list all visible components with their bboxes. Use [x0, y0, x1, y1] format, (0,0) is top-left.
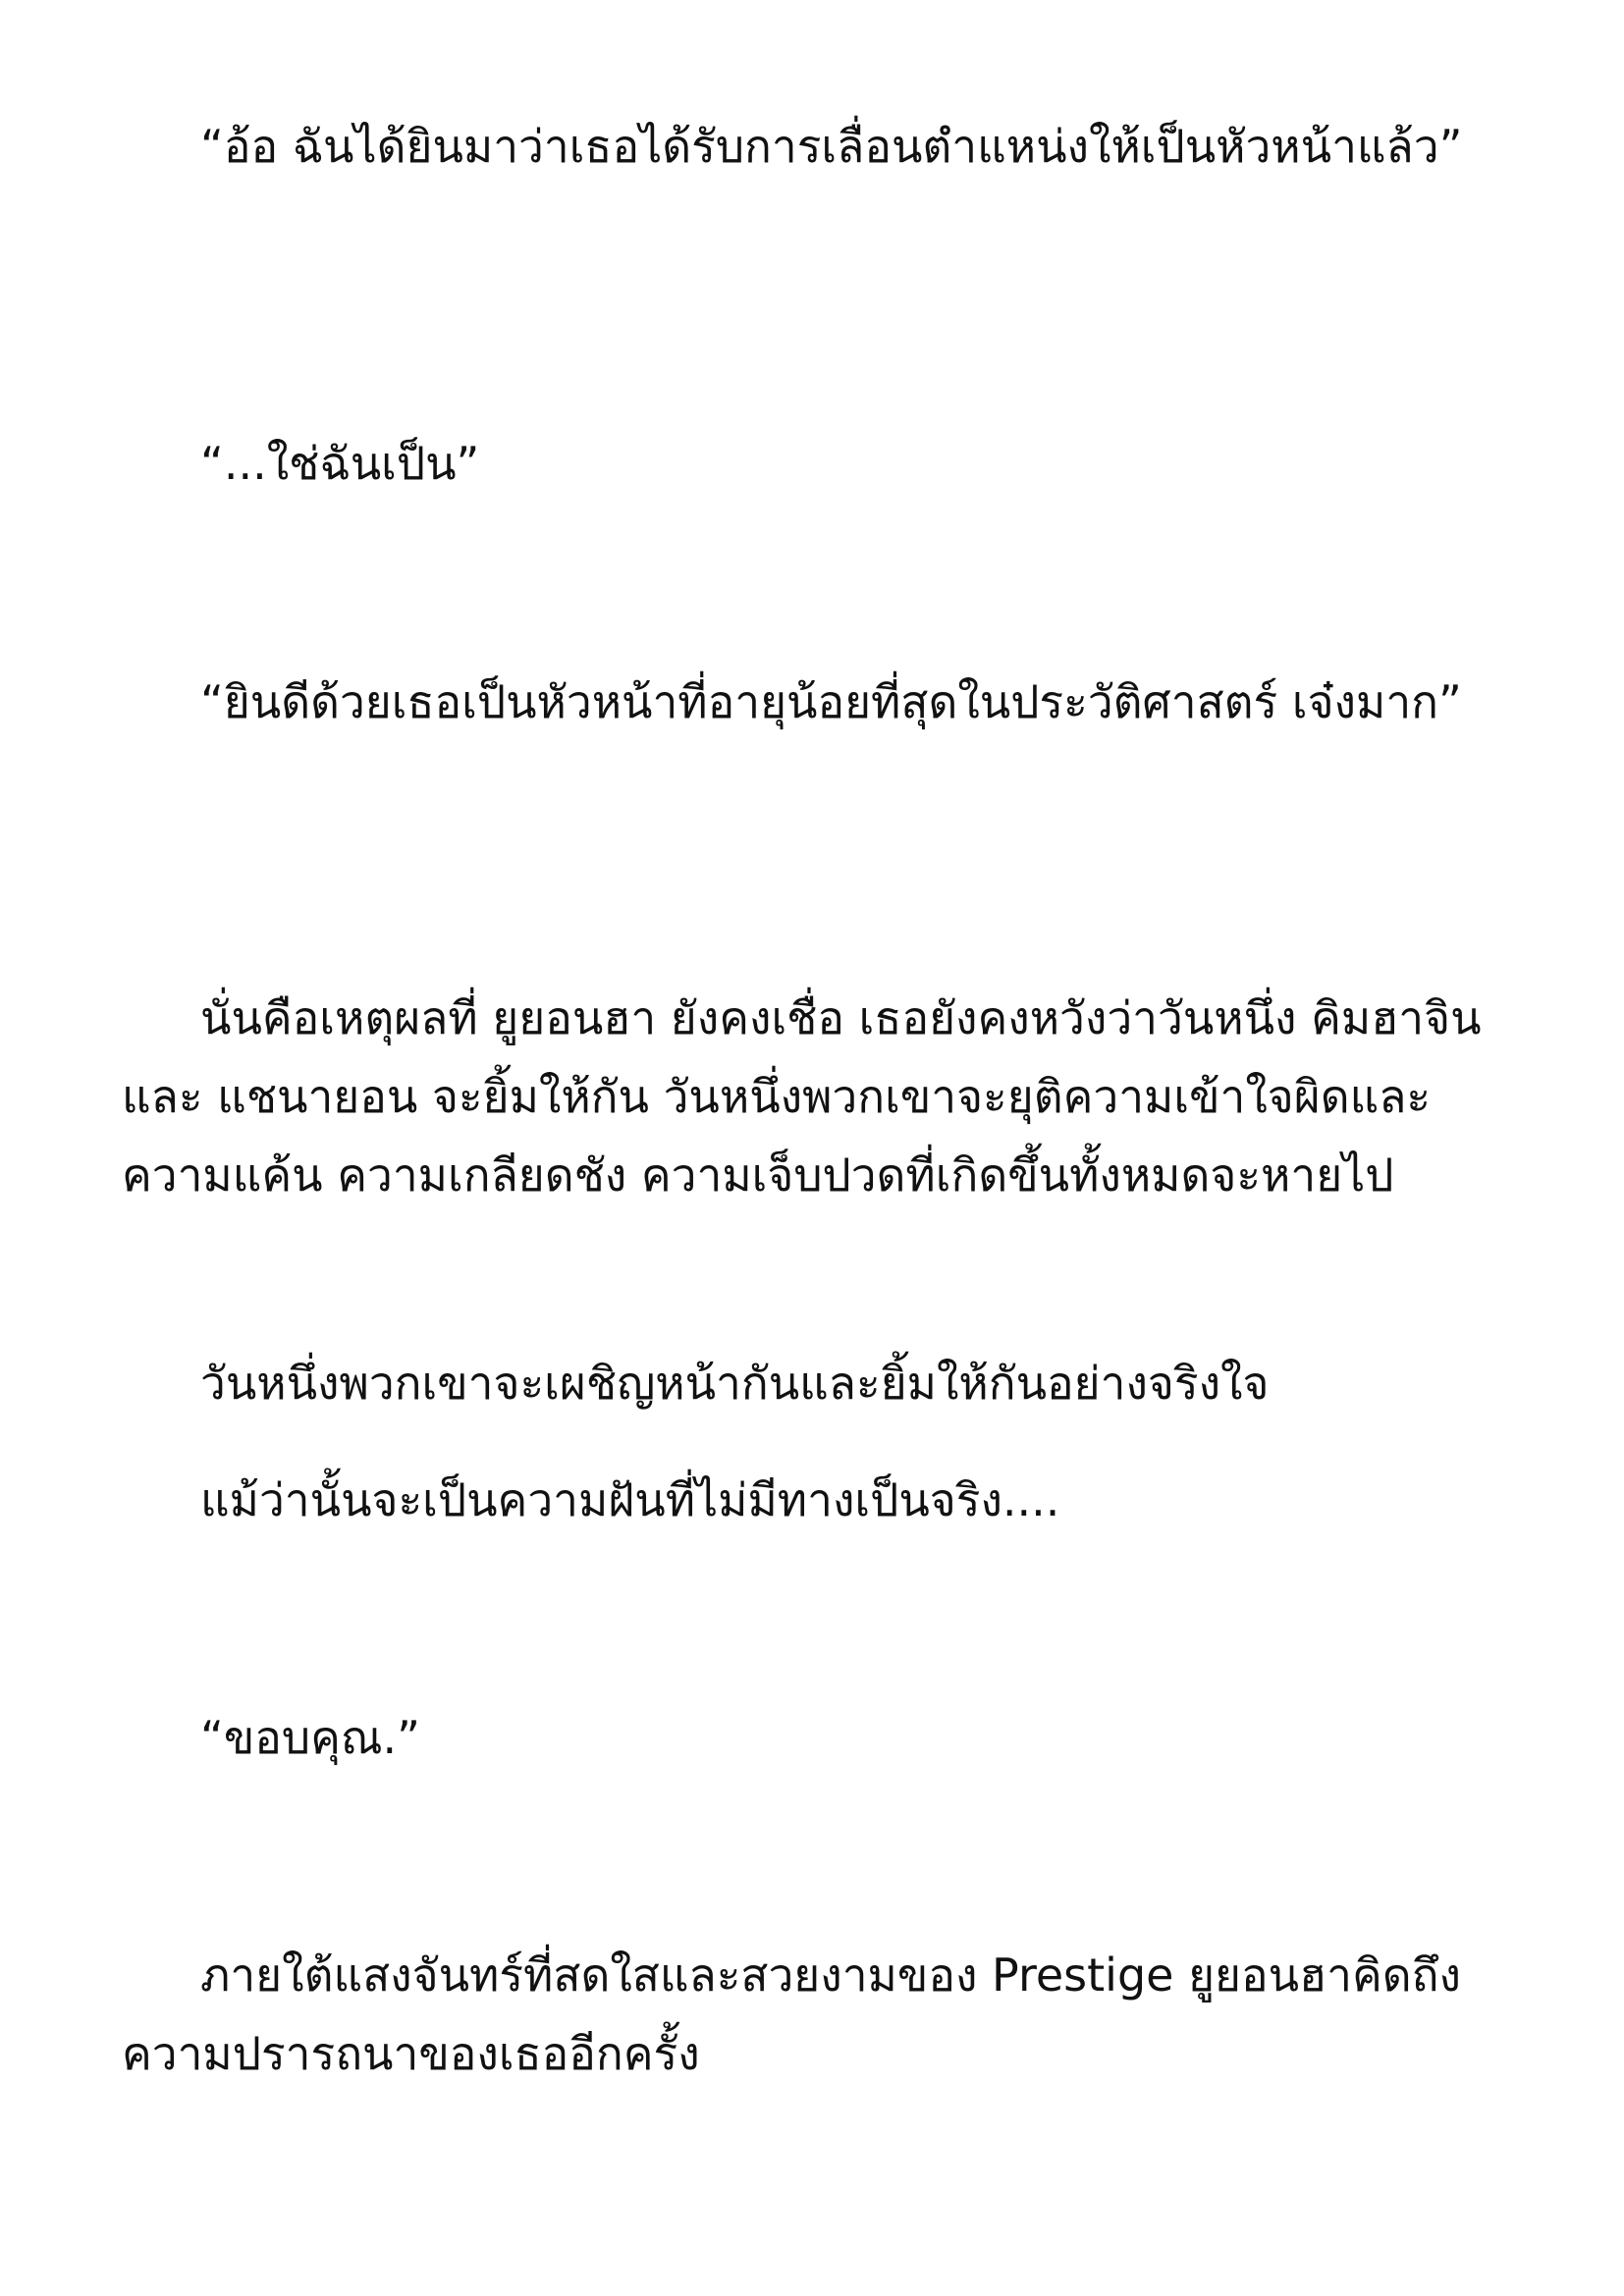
paragraph-2: “...ใช่ฉันเป็น” [200, 437, 480, 490]
paragraph-5: วันหนึ่งพวกเขาจะเผชิญหน้ากันและยิ้มให้กันอย่างจริงใจ [200, 1357, 1270, 1410]
paragraph-4: นั่นคือเหตุผลที่ ยูยอนฮา ยังคงเชื่อ เธอยังคงหวังว่าวันหนึ่ง คิมฮาจิน และ แชนายอน จะยิ้มให้กัน วันหนึ่งพวกเขาจะยุติความเข้าใจผิดและความแค้น ความเกลียดชัง ความเจ็บปวดที่เกิดขึ้นทั้งหมดจะหายไป [122, 991, 1482, 1201]
paragraph-8: ภายใต้แสงจันทร์ที่สดใสและสวยงามของ Prestige ยูยอนฮาคิดถึงความปรารถนาของเธออีกครั้ง [122, 1949, 1461, 2080]
paragraph-1: “อ้อ ฉันได้ยินมาว่าเธอได้รับการเลื่อนตำแหน่งให้เป็นหัวหน้าแล้ว” [200, 120, 1463, 173]
paragraph-6: แม้ว่านั้นจะเป็นความฝันที่ไม่มีทางเป็นจริง.... [200, 1473, 1060, 1526]
paragraph-7: “ขอบคุณ.” [200, 1711, 421, 1764]
paragraph-3: “ยินดีด้วยเธอเป็นหัวหน้าที่อายุน้อยที่สุดในประวัติศาสตร์ เจ๋งมาก” [200, 675, 1462, 728]
